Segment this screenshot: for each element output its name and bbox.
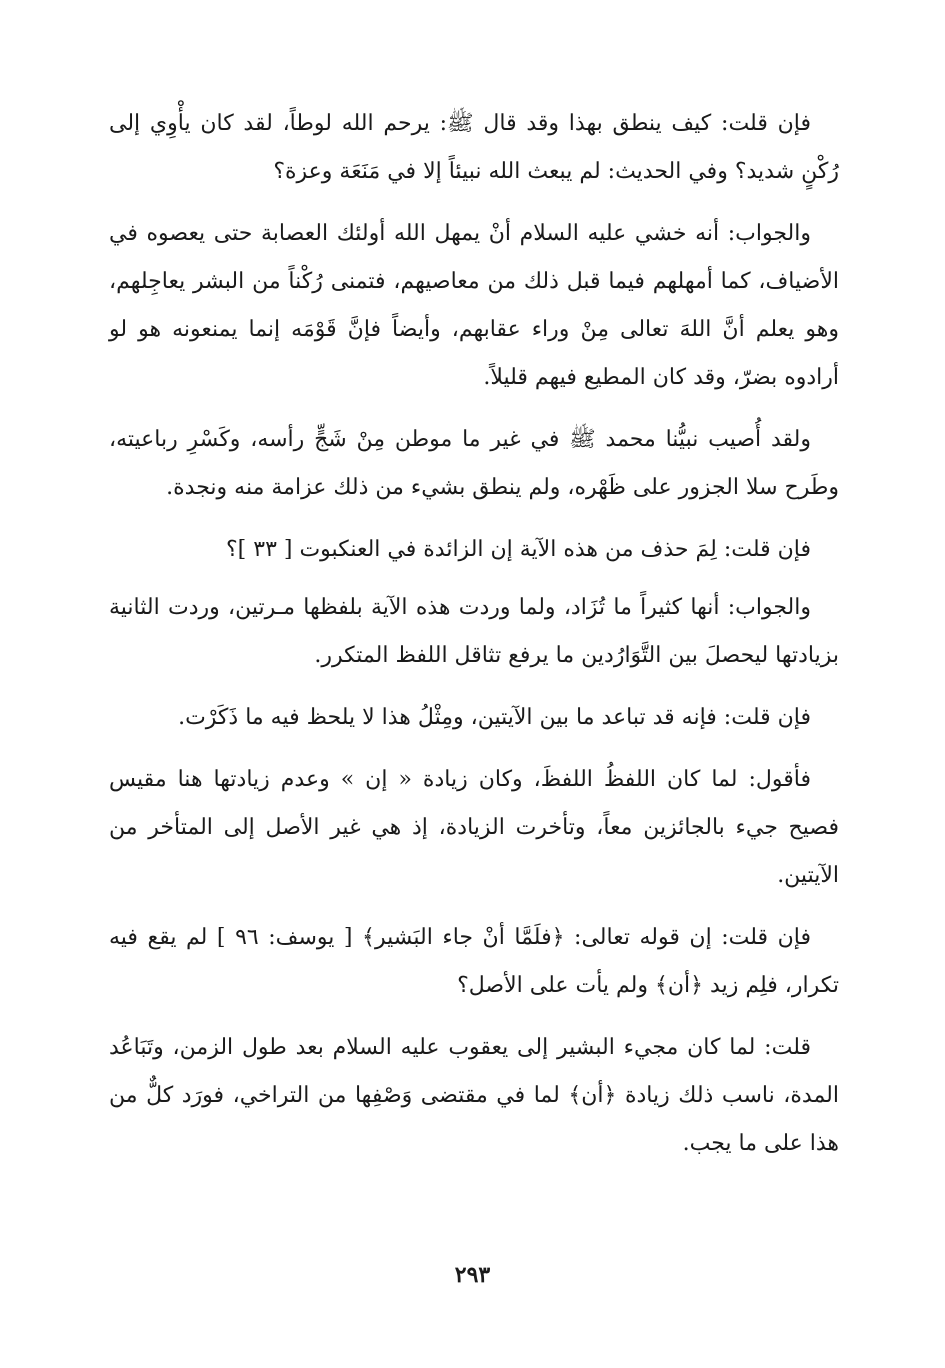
paragraph-6: فإن قلت: فإنه قد تباعد ما بين الآيتين، ومِثْلُ هذا لا يلحظ فيه ما ذَكَرْت. [178, 705, 811, 730]
page-number: ٢٩٣ [454, 1262, 491, 1288]
paragraph-9: قلت: لما كان مجيء البشير إلى يعقوب عليه السلام بعد طول الزمن، وتَبَاعُد المدة، ناسب ذلك زيادة ﴿أن﴾ لما في مقتضى وَصْفِها من التراخي، فورَد كلٌّ من هذا على ما يجب. [109, 1035, 839, 1156]
paragraph-2: والجواب: أنه خشي عليه السلام أنْ يمهل الله أولئك العصابة حتى يعصوه في الأضياف، كما أمهلهم فيما قبل ذلك من معاصيهم، فتمنى رُكْناً من البشر يعاجِلهم، وهو يعلم أنَّ اللهَ تعالى مِنْ وراء عقابهم، وأيضاً فإنَّ قَوْمَه إنما يمنعونه هو لو أرادوه بضرّ، وقد كان المطيع فيهم قليلاً. [109, 221, 839, 390]
paragraph-1: فإن قلت: كيف ينطق بهذا وقد قال ﷺ: يرحم الله لوطاً، لقد كان يأْوِي إلى رُكْنٍ شديد؟ وفي الحديث: لم يبعث الله نبيئاً إلا في مَنَعَة وعزة؟ [109, 111, 839, 184]
paragraph-5: والجواب: أنها كثيراً ما تُزَاد، ولما وردت هذه الآية بلفظها مـرتين، وردت الثانية بزيادتها ليحصلَ بين التَّوَارُدين ما يرفع تثاقل اللفظ المتكرر. [109, 595, 839, 668]
page-body [109, 100, 839, 1182]
paragraph-4: فإن قلت: لِمَ حذف من هذه الآية إن الزائدة في العنكبوت [ ٣٣ ]؟ [226, 537, 811, 562]
paragraph-8: فإن قلت: إن قوله تعالى: ﴿فلَمَّا أنْ جاء البَشير﴾ [ يوسف: ٩٦ ] لم يقع فيه تكرار، فلِم زيد ﴿أن﴾ ولم يأت على الأصل؟ [109, 925, 839, 998]
paragraph-7: فأقول: لما كان اللفظُ اللفظَ، وكان زيادة « إن » وعدم زيادتها هنا مقيس فصيح جيء بالجائزين معاً، وتأخرت الزيادة، إذ هي غير الأصل إلى المتأخر من الآيتين. [109, 767, 839, 888]
paragraph-3: ولقد أُصيب نبيُّنا محمد ﷺ في غير ما موطن مِنْ شَجٍّ رأسه، وكَسْرِ رباعيته، وطَرح سلا الجزور على ظَهْره، ولم ينطق بشيء من ذلك عزامة منه ونجدة. [109, 427, 839, 500]
